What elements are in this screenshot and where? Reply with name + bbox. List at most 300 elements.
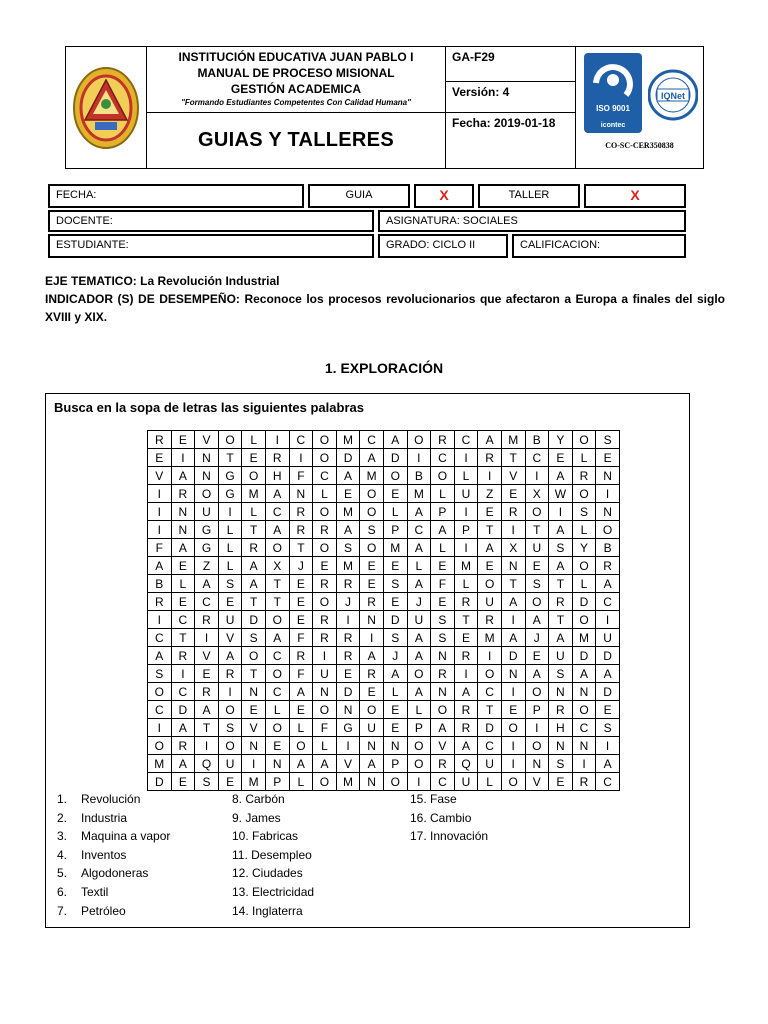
grid-cell[interactable]: S xyxy=(218,575,242,593)
grid-cell[interactable]: R xyxy=(336,575,360,593)
grid-cell[interactable]: V xyxy=(336,755,360,773)
grid-cell[interactable]: A xyxy=(478,431,502,449)
grid-cell[interactable]: I xyxy=(148,611,172,629)
grid-cell[interactable]: I xyxy=(596,485,620,503)
grid-cell[interactable]: T xyxy=(501,575,525,593)
asignatura-field[interactable]: ASIGNATURA: SOCIALES xyxy=(378,210,686,232)
grid-cell[interactable]: L xyxy=(454,575,478,593)
grid-cell[interactable]: A xyxy=(265,521,289,539)
grid-cell[interactable]: J xyxy=(525,629,549,647)
grid-cell[interactable]: O xyxy=(501,773,525,791)
grid-cell[interactable]: I xyxy=(148,485,172,503)
grid-cell[interactable]: F xyxy=(289,467,313,485)
grid-cell[interactable]: E xyxy=(383,719,407,737)
grid-cell[interactable]: C xyxy=(478,737,502,755)
grid-cell[interactable]: A xyxy=(360,647,384,665)
grid-cell[interactable]: P xyxy=(431,503,455,521)
grid-cell[interactable]: I xyxy=(171,665,195,683)
grid-cell[interactable]: S xyxy=(360,521,384,539)
grid-cell[interactable]: H xyxy=(549,719,573,737)
grid-cell[interactable]: S xyxy=(383,575,407,593)
grid-cell[interactable]: D xyxy=(148,773,172,791)
grid-cell[interactable]: I xyxy=(148,521,172,539)
grid-cell[interactable]: R xyxy=(336,647,360,665)
grid-cell[interactable]: D xyxy=(596,683,620,701)
grid-cell[interactable]: R xyxy=(501,503,525,521)
grid-cell[interactable]: R xyxy=(289,647,313,665)
grid-cell[interactable]: O xyxy=(218,431,242,449)
grid-cell[interactable]: U xyxy=(454,485,478,503)
grid-cell[interactable]: N xyxy=(596,467,620,485)
grid-cell[interactable]: A xyxy=(218,647,242,665)
grid-cell[interactable]: V xyxy=(148,467,172,485)
grid-cell[interactable]: U xyxy=(195,503,219,521)
grid-cell[interactable]: O xyxy=(431,701,455,719)
grid-cell[interactable]: N xyxy=(431,683,455,701)
grid-cell[interactable]: I xyxy=(360,629,384,647)
grid-cell[interactable]: U xyxy=(596,629,620,647)
grid-cell[interactable]: A xyxy=(171,467,195,485)
grid-cell[interactable]: L xyxy=(454,467,478,485)
grid-cell[interactable]: L xyxy=(218,521,242,539)
grid-cell[interactable]: I xyxy=(148,719,172,737)
grid-cell[interactable]: L xyxy=(572,575,596,593)
grid-cell[interactable]: O xyxy=(360,503,384,521)
grid-cell[interactable]: A xyxy=(383,431,407,449)
grid-cell[interactable]: E xyxy=(549,449,573,467)
grid-cell[interactable]: R xyxy=(313,611,337,629)
grid-cell[interactable]: A xyxy=(148,647,172,665)
grid-cell[interactable]: O xyxy=(313,593,337,611)
grid-cell[interactable]: R xyxy=(454,719,478,737)
grid-cell[interactable]: R xyxy=(549,701,573,719)
grid-cell[interactable]: E xyxy=(242,701,266,719)
grid-cell[interactable]: I xyxy=(407,449,431,467)
grid-cell[interactable]: N xyxy=(242,737,266,755)
grid-cell[interactable]: O xyxy=(265,665,289,683)
grid-cell[interactable]: T xyxy=(478,701,502,719)
grid-cell[interactable]: M xyxy=(572,629,596,647)
grid-cell[interactable]: C xyxy=(454,431,478,449)
grid-cell[interactable]: B xyxy=(407,467,431,485)
grid-cell[interactable]: O xyxy=(383,773,407,791)
grid-cell[interactable]: A xyxy=(289,755,313,773)
grid-cell[interactable]: V xyxy=(501,467,525,485)
grid-cell[interactable]: T xyxy=(478,521,502,539)
grid-cell[interactable]: P xyxy=(525,701,549,719)
grid-cell[interactable]: A xyxy=(549,629,573,647)
grid-cell[interactable]: O xyxy=(195,485,219,503)
grid-cell[interactable]: O xyxy=(525,593,549,611)
grid-cell[interactable]: M xyxy=(360,467,384,485)
grid-cell[interactable]: O xyxy=(360,539,384,557)
grid-cell[interactable]: O xyxy=(265,611,289,629)
grid-cell[interactable]: E xyxy=(478,557,502,575)
grid-cell[interactable]: D xyxy=(596,647,620,665)
grid-cell[interactable]: O xyxy=(218,737,242,755)
grid-cell[interactable]: V xyxy=(195,647,219,665)
grid-cell[interactable]: L xyxy=(313,485,337,503)
grid-cell[interactable]: C xyxy=(265,647,289,665)
grid-cell[interactable]: O xyxy=(242,647,266,665)
grid-cell[interactable]: E xyxy=(549,773,573,791)
grid-cell[interactable]: A xyxy=(171,539,195,557)
grid-cell[interactable]: U xyxy=(407,611,431,629)
grid-cell[interactable]: A xyxy=(360,755,384,773)
grid-cell[interactable]: O xyxy=(407,431,431,449)
grid-cell[interactable]: A xyxy=(265,629,289,647)
grid-cell[interactable]: N xyxy=(572,683,596,701)
grid-cell[interactable]: A xyxy=(195,575,219,593)
grid-cell[interactable]: L xyxy=(407,557,431,575)
grid-cell[interactable]: I xyxy=(501,755,525,773)
grid-cell[interactable]: I xyxy=(501,737,525,755)
grid-cell[interactable]: G xyxy=(195,521,219,539)
grid-cell[interactable]: I xyxy=(171,449,195,467)
grid-cell[interactable]: R xyxy=(431,755,455,773)
grid-cell[interactable]: A xyxy=(242,557,266,575)
grid-cell[interactable]: I xyxy=(596,737,620,755)
grid-cell[interactable]: T xyxy=(265,575,289,593)
grid-cell[interactable]: C xyxy=(572,719,596,737)
grid-cell[interactable]: N xyxy=(171,503,195,521)
grid-cell[interactable]: E xyxy=(242,449,266,467)
grid-cell[interactable]: P xyxy=(383,521,407,539)
grid-cell[interactable]: R xyxy=(313,629,337,647)
grid-cell[interactable]: N xyxy=(171,521,195,539)
grid-cell[interactable]: M xyxy=(454,557,478,575)
grid-cell[interactable]: W xyxy=(549,485,573,503)
grid-cell[interactable]: O xyxy=(313,449,337,467)
grid-cell[interactable]: J xyxy=(336,593,360,611)
grid-cell[interactable]: C xyxy=(171,683,195,701)
grid-cell[interactable]: M xyxy=(336,503,360,521)
grid-cell[interactable]: A xyxy=(549,467,573,485)
grado-field[interactable]: GRADO: CICLO II xyxy=(378,234,508,258)
grid-cell[interactable]: L xyxy=(431,539,455,557)
grid-cell[interactable]: S xyxy=(549,665,573,683)
grid-cell[interactable]: Q xyxy=(195,755,219,773)
grid-cell[interactable]: Q xyxy=(454,755,478,773)
grid-cell[interactable]: A xyxy=(525,611,549,629)
grid-cell[interactable]: D xyxy=(572,647,596,665)
grid-cell[interactable]: M xyxy=(148,755,172,773)
grid-cell[interactable]: U xyxy=(218,611,242,629)
grid-cell[interactable]: X xyxy=(525,485,549,503)
grid-cell[interactable]: L xyxy=(407,701,431,719)
grid-cell[interactable]: V xyxy=(218,629,242,647)
grid-cell[interactable]: E xyxy=(289,593,313,611)
grid-cell[interactable]: N xyxy=(501,665,525,683)
grid-cell[interactable]: G xyxy=(336,719,360,737)
guia-checkbox[interactable]: X xyxy=(414,184,474,208)
grid-cell[interactable]: E xyxy=(195,665,219,683)
grid-cell[interactable]: D xyxy=(336,449,360,467)
grid-cell[interactable]: C xyxy=(148,701,172,719)
grid-cell[interactable]: E xyxy=(171,557,195,575)
grid-cell[interactable]: L xyxy=(218,557,242,575)
grid-cell[interactable]: T xyxy=(454,611,478,629)
grid-cell[interactable]: S xyxy=(572,503,596,521)
grid-cell[interactable]: U xyxy=(478,593,502,611)
grid-cell[interactable]: O xyxy=(313,431,337,449)
grid-cell[interactable]: I xyxy=(454,503,478,521)
grid-cell[interactable]: V xyxy=(525,773,549,791)
grid-cell[interactable]: E xyxy=(218,773,242,791)
grid-cell[interactable]: L xyxy=(289,719,313,737)
grid-cell[interactable]: R xyxy=(195,611,219,629)
grid-cell[interactable]: I xyxy=(596,611,620,629)
grid-cell[interactable]: A xyxy=(454,737,478,755)
grid-cell[interactable]: O xyxy=(407,737,431,755)
grid-cell[interactable]: A xyxy=(195,701,219,719)
grid-cell[interactable]: G xyxy=(218,485,242,503)
grid-cell[interactable]: T xyxy=(525,521,549,539)
grid-cell[interactable]: O xyxy=(407,665,431,683)
grid-cell[interactable]: O xyxy=(572,701,596,719)
grid-cell[interactable]: C xyxy=(431,449,455,467)
grid-cell[interactable]: J xyxy=(383,647,407,665)
grid-cell[interactable]: A xyxy=(501,593,525,611)
grid-cell[interactable]: I xyxy=(501,521,525,539)
grid-cell[interactable]: T xyxy=(549,611,573,629)
grid-cell[interactable]: E xyxy=(596,701,620,719)
grid-cell[interactable]: E xyxy=(360,683,384,701)
grid-cell[interactable]: R xyxy=(336,629,360,647)
grid-cell[interactable]: C xyxy=(265,683,289,701)
grid-cell[interactable]: L xyxy=(478,773,502,791)
grid-cell[interactable]: O xyxy=(313,503,337,521)
grid-cell[interactable]: A xyxy=(407,629,431,647)
grid-cell[interactable]: A xyxy=(549,557,573,575)
grid-cell[interactable]: C xyxy=(407,521,431,539)
grid-cell[interactable]: I xyxy=(549,503,573,521)
grid-cell[interactable]: Z xyxy=(478,485,502,503)
grid-cell[interactable]: R xyxy=(454,647,478,665)
grid-cell[interactable]: R xyxy=(289,521,313,539)
grid-cell[interactable]: F xyxy=(289,665,313,683)
grid-cell[interactable]: T xyxy=(171,629,195,647)
grid-cell[interactable]: E xyxy=(478,503,502,521)
grid-cell[interactable]: N xyxy=(572,737,596,755)
grid-cell[interactable]: D xyxy=(171,701,195,719)
grid-cell[interactable]: O xyxy=(596,521,620,539)
grid-cell[interactable]: T xyxy=(242,521,266,539)
grid-cell[interactable]: I xyxy=(195,629,219,647)
grid-cell[interactable]: A xyxy=(313,755,337,773)
grid-cell[interactable]: R xyxy=(596,557,620,575)
grid-cell[interactable]: E xyxy=(596,449,620,467)
grid-cell[interactable]: C xyxy=(431,773,455,791)
grid-cell[interactable]: I xyxy=(572,755,596,773)
grid-cell[interactable]: M xyxy=(501,431,525,449)
grid-cell[interactable]: U xyxy=(313,665,337,683)
taller-checkbox[interactable]: X xyxy=(584,184,686,208)
grid-cell[interactable]: R xyxy=(195,683,219,701)
grid-cell[interactable]: D xyxy=(336,683,360,701)
grid-cell[interactable]: R xyxy=(454,701,478,719)
grid-cell[interactable]: N xyxy=(501,557,525,575)
grid-cell[interactable]: A xyxy=(360,449,384,467)
grid-cell[interactable]: O xyxy=(242,467,266,485)
grid-cell[interactable]: N xyxy=(360,773,384,791)
grid-cell[interactable]: E xyxy=(383,557,407,575)
grid-cell[interactable]: B xyxy=(525,431,549,449)
grid-cell[interactable]: C xyxy=(596,593,620,611)
grid-cell[interactable]: S xyxy=(218,719,242,737)
grid-cell[interactable]: O xyxy=(360,701,384,719)
grid-cell[interactable]: A xyxy=(289,683,313,701)
grid-cell[interactable]: A xyxy=(242,575,266,593)
grid-cell[interactable]: R xyxy=(148,593,172,611)
docente-field[interactable]: DOCENTE: xyxy=(48,210,374,232)
grid-cell[interactable]: N xyxy=(195,467,219,485)
grid-cell[interactable]: U xyxy=(454,773,478,791)
grid-cell[interactable]: A xyxy=(549,521,573,539)
grid-cell[interactable]: Z xyxy=(195,557,219,575)
grid-cell[interactable]: A xyxy=(501,629,525,647)
grid-cell[interactable]: O xyxy=(360,485,384,503)
grid-cell[interactable]: R xyxy=(454,593,478,611)
grid-cell[interactable]: P xyxy=(383,755,407,773)
grid-cell[interactable]: O xyxy=(525,683,549,701)
grid-cell[interactable]: S xyxy=(549,755,573,773)
grid-cell[interactable]: A xyxy=(171,755,195,773)
grid-cell[interactable]: M xyxy=(407,485,431,503)
grid-cell[interactable]: E xyxy=(336,485,360,503)
grid-cell[interactable]: U xyxy=(218,755,242,773)
grid-cell[interactable]: O xyxy=(572,611,596,629)
grid-cell[interactable]: R xyxy=(171,485,195,503)
grid-cell[interactable]: F xyxy=(313,719,337,737)
grid-cell[interactable]: A xyxy=(171,719,195,737)
grid-cell[interactable]: A xyxy=(148,557,172,575)
grid-cell[interactable]: A xyxy=(336,521,360,539)
grid-cell[interactable]: O xyxy=(525,737,549,755)
grid-cell[interactable]: E xyxy=(525,647,549,665)
grid-cell[interactable]: U xyxy=(360,719,384,737)
grid-cell[interactable]: S xyxy=(596,431,620,449)
grid-cell[interactable]: T xyxy=(549,575,573,593)
grid-cell[interactable]: E xyxy=(289,701,313,719)
grid-cell[interactable]: O xyxy=(148,737,172,755)
grid-cell[interactable]: Y xyxy=(549,431,573,449)
grid-cell[interactable]: T xyxy=(242,593,266,611)
grid-cell[interactable]: E xyxy=(454,629,478,647)
grid-cell[interactable]: L xyxy=(218,539,242,557)
grid-cell[interactable]: O xyxy=(407,755,431,773)
grid-cell[interactable]: R xyxy=(478,449,502,467)
grid-cell[interactable]: N xyxy=(265,755,289,773)
grid-cell[interactable]: N xyxy=(242,683,266,701)
grid-cell[interactable]: A xyxy=(454,683,478,701)
grid-cell[interactable]: A xyxy=(407,683,431,701)
grid-cell[interactable]: T xyxy=(289,539,313,557)
grid-cell[interactable]: S xyxy=(242,629,266,647)
grid-cell[interactable]: E xyxy=(360,557,384,575)
grid-cell[interactable]: M xyxy=(336,773,360,791)
grid-cell[interactable]: I xyxy=(478,647,502,665)
grid-cell[interactable]: R xyxy=(478,611,502,629)
grid-cell[interactable]: E xyxy=(218,593,242,611)
grid-cell[interactable]: J xyxy=(407,593,431,611)
grid-cell[interactable]: L xyxy=(383,503,407,521)
grid-cell[interactable]: I xyxy=(501,611,525,629)
grid-cell[interactable]: L xyxy=(242,503,266,521)
grid-cell[interactable]: N xyxy=(336,701,360,719)
grid-cell[interactable]: U xyxy=(478,755,502,773)
grid-cell[interactable]: B xyxy=(148,575,172,593)
grid-cell[interactable]: E xyxy=(171,593,195,611)
grid-cell[interactable]: D xyxy=(383,449,407,467)
grid-cell[interactable]: C xyxy=(265,503,289,521)
grid-cell[interactable]: M xyxy=(336,557,360,575)
grid-cell[interactable]: I xyxy=(407,773,431,791)
grid-cell[interactable]: S xyxy=(525,575,549,593)
grid-cell[interactable]: I xyxy=(265,431,289,449)
grid-cell[interactable]: C xyxy=(478,683,502,701)
grid-cell[interactable]: V xyxy=(195,431,219,449)
grid-cell[interactable]: C xyxy=(313,467,337,485)
grid-cell[interactable]: O xyxy=(265,539,289,557)
grid-cell[interactable]: V xyxy=(242,719,266,737)
grid-cell[interactable]: S xyxy=(336,539,360,557)
grid-cell[interactable]: E xyxy=(431,557,455,575)
grid-cell[interactable]: R xyxy=(171,737,195,755)
grid-cell[interactable]: S xyxy=(431,629,455,647)
grid-cell[interactable]: I xyxy=(501,683,525,701)
grid-cell[interactable]: I xyxy=(218,683,242,701)
grid-cell[interactable]: D xyxy=(572,593,596,611)
grid-cell[interactable]: L xyxy=(383,683,407,701)
grid-cell[interactable]: F xyxy=(289,629,313,647)
grid-cell[interactable]: N xyxy=(360,611,384,629)
grid-cell[interactable]: M xyxy=(242,773,266,791)
grid-cell[interactable]: E xyxy=(289,611,313,629)
grid-cell[interactable]: N xyxy=(195,449,219,467)
grid-cell[interactable]: O xyxy=(313,701,337,719)
grid-cell[interactable]: N xyxy=(360,737,384,755)
grid-cell[interactable]: O xyxy=(572,557,596,575)
grid-cell[interactable]: R xyxy=(572,773,596,791)
grid-cell[interactable]: N xyxy=(313,683,337,701)
calificacion-field[interactable]: CALIFICACION: xyxy=(512,234,686,258)
grid-cell[interactable]: D xyxy=(478,719,502,737)
grid-cell[interactable]: C xyxy=(596,773,620,791)
grid-cell[interactable]: M xyxy=(383,539,407,557)
grid-cell[interactable]: R xyxy=(218,665,242,683)
grid-cell[interactable]: E xyxy=(383,701,407,719)
grid-cell[interactable]: I xyxy=(195,737,219,755)
grid-cell[interactable]: O xyxy=(525,503,549,521)
grid-cell[interactable]: U xyxy=(525,539,549,557)
grid-cell[interactable]: I xyxy=(313,647,337,665)
grid-cell[interactable]: N xyxy=(525,755,549,773)
grid-cell[interactable]: O xyxy=(148,683,172,701)
grid-cell[interactable]: J xyxy=(289,557,313,575)
grid-cell[interactable]: E xyxy=(148,449,172,467)
grid-cell[interactable]: R xyxy=(313,575,337,593)
grid-cell[interactable]: O xyxy=(218,701,242,719)
grid-cell[interactable]: E xyxy=(525,557,549,575)
grid-cell[interactable]: R xyxy=(431,431,455,449)
grid-cell[interactable]: P xyxy=(454,521,478,539)
grid-cell[interactable]: N xyxy=(549,683,573,701)
grid-cell[interactable]: E xyxy=(383,485,407,503)
grid-cell[interactable]: C xyxy=(360,431,384,449)
grid-cell[interactable]: E xyxy=(171,431,195,449)
grid-cell[interactable]: N xyxy=(596,503,620,521)
